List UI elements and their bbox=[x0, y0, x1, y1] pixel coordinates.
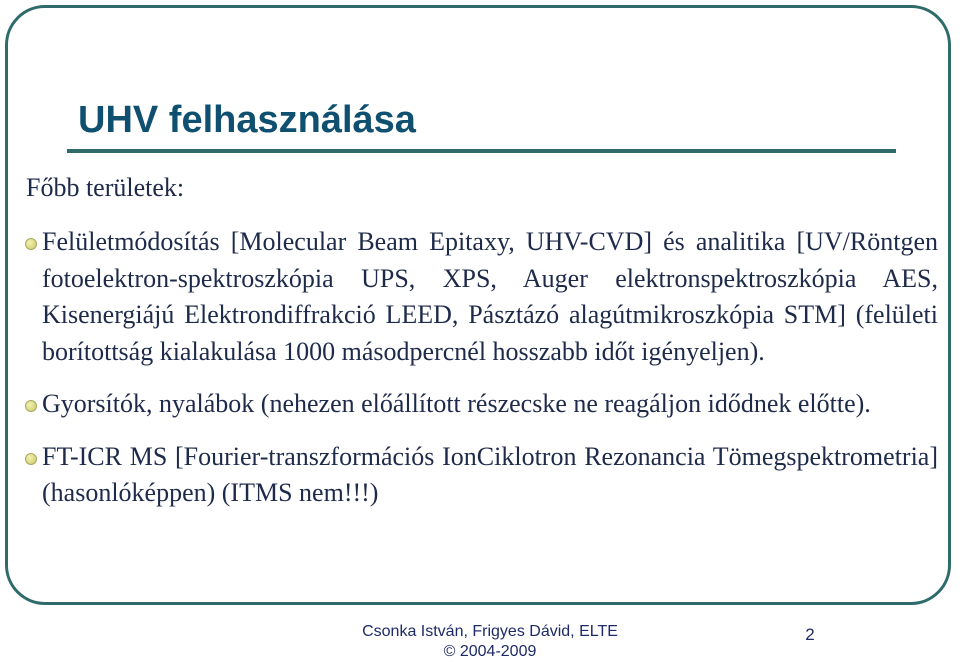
bullet-dot-icon bbox=[25, 453, 37, 465]
slide-subtitle: Főbb területek: bbox=[26, 173, 185, 202]
footer-copyright: © 2004-2009 bbox=[443, 643, 537, 660]
bullet-text: Gyorsítók, nyalábok (nehezen előállított részecske ne reagáljon idődnek előtte). bbox=[42, 389, 871, 418]
bullet-item bbox=[42, 439, 938, 512]
bullet-list bbox=[42, 224, 938, 512]
footer-author: Csonka István, Frigyes Dávid, ELTE bbox=[362, 623, 618, 640]
bullet-dot-icon bbox=[25, 400, 37, 412]
bullet-dot-icon bbox=[25, 238, 37, 250]
bullet-text: FT-ICR MS [Fourier-transzformációs IonCiklotron Rezonancia Tömegspektrometria] (hasonlóképpen) (ITMS nem!!!) bbox=[42, 441, 938, 507]
slide-title: UHV felhasználása bbox=[78, 99, 416, 141]
bullet-text: Felületmódosítás [Molecular Beam Epitaxy, UHV-CVD] és analitika [UV/Röntgen fotoelektron-spektroszkópia UPS, XPS, Auger elektronspektroszkópia AES, Kisenergiájú Elektrondiffrakció LEED, Pásztázó alagútmikroszkópia STM] (felületi borítottság kialakulása 1000 másodpercnél hosszabb időt igényeljen). bbox=[42, 227, 938, 366]
page-number: 2 bbox=[805, 625, 815, 644]
bullet-item bbox=[42, 386, 938, 423]
bullet-item bbox=[42, 224, 938, 370]
title-underline bbox=[67, 149, 896, 153]
